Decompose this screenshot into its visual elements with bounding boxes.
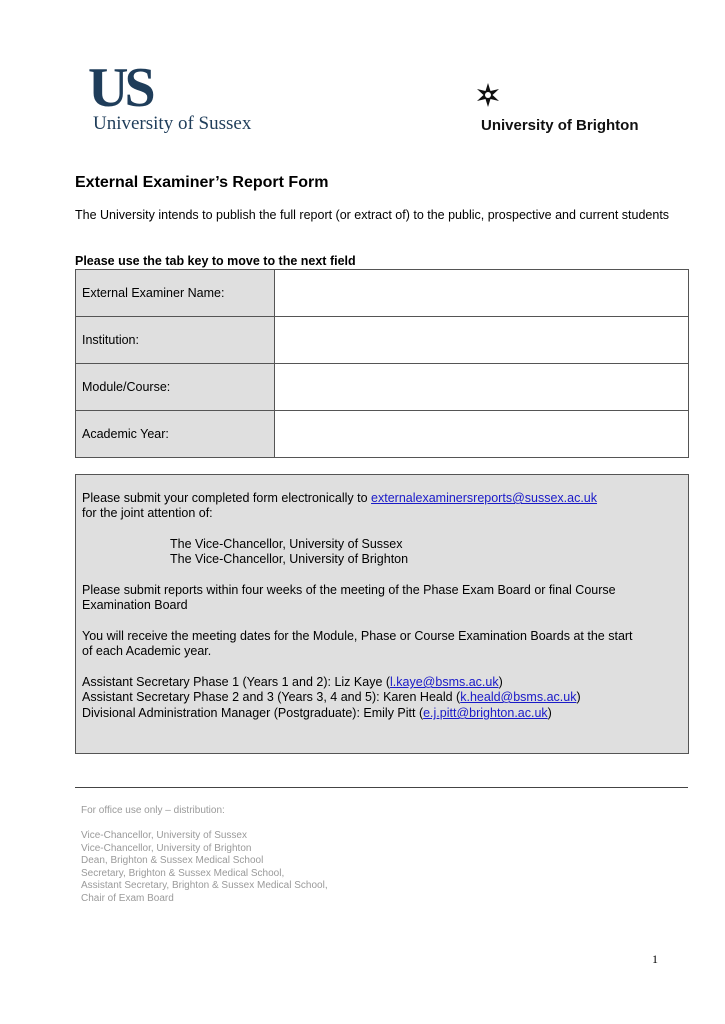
joint-attention-text: for the joint attention of: bbox=[82, 506, 213, 520]
intro-text: The University intends to publish the full report (or extract of) to the public, prospective and current students bbox=[75, 208, 670, 222]
meeting-dates-text-1: You will receive the meeting dates for the Module, Phase or Course Examination Boards at the start bbox=[82, 629, 633, 643]
contact-phase2-3: Assistant Secretary Phase 2 and 3 (Years 3, 4 and 5): Karen Heald (k.heald@bsms.ac.uk) bbox=[82, 690, 581, 704]
divider bbox=[75, 787, 688, 788]
page-title: External Examiner’s Report Form bbox=[75, 174, 329, 191]
submit-instruction: Please submit your completed form electronically to externalexaminersreports@sussex.ac.uk bbox=[82, 491, 598, 505]
email-link-pitt[interactable]: e.j.pitt@brighton.ac.uk bbox=[423, 706, 548, 720]
submission-info-box bbox=[75, 474, 689, 754]
module-course-label: Module/Course: bbox=[76, 364, 275, 411]
academic-year-field[interactable] bbox=[275, 411, 689, 458]
distribution-item: Dean, Brighton & Sussex Medical School bbox=[81, 855, 264, 866]
table-row bbox=[76, 270, 689, 317]
deadline-text-1: Please submit reports within four weeks of the meeting of the Phase Exam Board or final Course bbox=[82, 583, 616, 597]
distribution-item: Vice-Chancellor, University of Brighton bbox=[81, 842, 252, 854]
table-row bbox=[76, 411, 689, 458]
examiner-details-table bbox=[75, 269, 689, 458]
distribution-item: Assistant Secretary, Brighton & Sussex Medical School, bbox=[81, 880, 328, 891]
contact-postgraduate: Divisional Administration Manager (Postgraduate): Emily Pitt (e.j.pitt@brighton.ac.uk) bbox=[82, 706, 552, 720]
brighton-logo-name: University of Brighton bbox=[481, 117, 639, 134]
institution-field[interactable] bbox=[275, 317, 689, 364]
examiner-name-label: External Examiner Name: bbox=[76, 270, 275, 317]
table-row bbox=[76, 364, 689, 411]
sussex-logo-monogram: US bbox=[88, 57, 152, 119]
table-row bbox=[76, 317, 689, 364]
deadline-text-2: Examination Board bbox=[82, 598, 188, 612]
examiner-name-field[interactable] bbox=[275, 270, 689, 317]
academic-year-label: Academic Year: bbox=[76, 411, 275, 458]
tab-key-note: Please use the tab key to move to the next field bbox=[75, 254, 356, 268]
sussex-logo-name: University of Sussex bbox=[93, 113, 252, 134]
contact-phase1: Assistant Secretary Phase 1 (Years 1 and 2): Liz Kaye (l.kaye@bsms.ac.uk) bbox=[82, 675, 503, 689]
submission-email-link[interactable]: externalexaminersreports@sussex.ac.uk bbox=[371, 491, 598, 505]
office-use-heading: For office use only – distribution: bbox=[81, 805, 225, 816]
page-number: 1 bbox=[652, 952, 658, 966]
module-course-field[interactable] bbox=[275, 364, 689, 411]
email-link-heald[interactable]: k.heald@bsms.ac.uk bbox=[460, 690, 577, 704]
email-link-kaye[interactable]: l.kaye@bsms.ac.uk bbox=[390, 675, 499, 689]
institution-label: Institution: bbox=[76, 317, 275, 364]
distribution-item: Vice-Chancellor, University of Sussex bbox=[81, 830, 247, 841]
distribution-item: Chair of Exam Board bbox=[81, 892, 174, 904]
distribution-item: Secretary, Brighton & Sussex Medical School, bbox=[81, 867, 285, 879]
meeting-dates-text-2: of each Academic year. bbox=[82, 644, 212, 658]
brighton-star-icon bbox=[475, 82, 501, 108]
recipient-sussex: The Vice-Chancellor, University of Sussex bbox=[170, 537, 403, 551]
recipient-brighton: The Vice-Chancellor, University of Brighton bbox=[170, 552, 409, 566]
